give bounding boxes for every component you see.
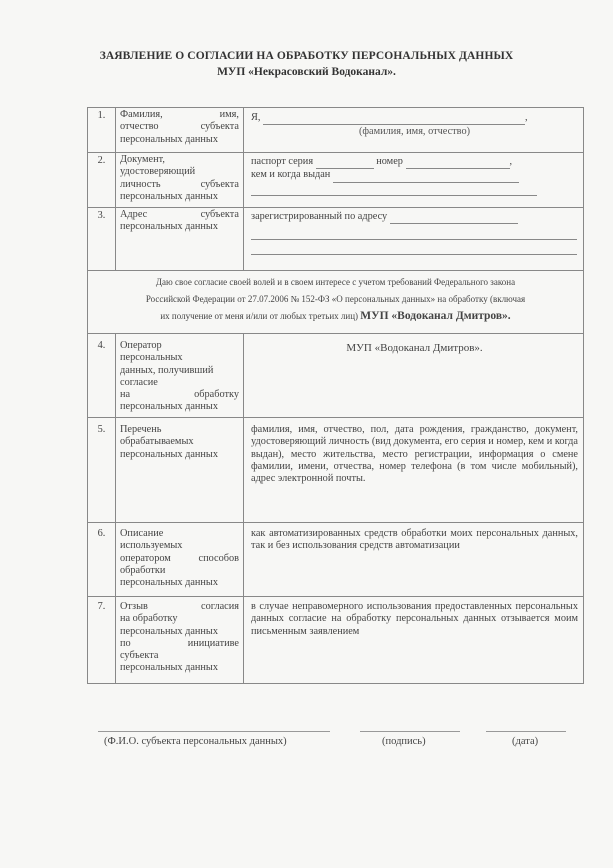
row-label: Описание используемых оператором способов обработки персональных данных [116, 523, 244, 597]
passport-number-field[interactable] [406, 156, 510, 169]
row-value: паспорт серия номер , кем и когда выдан [244, 153, 584, 208]
full-name-hint: (фамилия, имя, отчество) [358, 126, 471, 138]
processed-data-list: фамилия, имя, отчество, пол, дата рождения, гражданство, документ, удостоверяющий личность (вид документа, его серия и номер, кем и когда выдан), место жительства, место регистрации, информация о смене фамилии, имени, отчества, номер телефона (в том числе мобильный), адрес электронной почты. [244, 418, 584, 523]
row-number: 2. [88, 153, 116, 208]
row-number: 4. [88, 334, 116, 418]
table-row [88, 108, 584, 153]
table-row [88, 334, 584, 418]
row-number: 6. [88, 523, 116, 597]
row-label: Отзыв согласия на обработку персональных данных по инициативе субъекта персональных данных [116, 597, 244, 684]
date-caption: (дата) [512, 736, 539, 747]
address-field-line3[interactable] [251, 242, 577, 255]
row-number: 1. [88, 108, 116, 153]
date-line[interactable] [486, 731, 566, 732]
row-label: Фамилия, имя, отчество субъекта персональных данных [116, 108, 244, 153]
consent-form-table [87, 107, 584, 684]
full-name-field[interactable] [263, 112, 525, 125]
row-value: Я, , (фамилия, имя, отчество) [244, 108, 584, 153]
row-label: Оператор персональных данных, получивший согласие на обработку персональных данных [116, 334, 244, 418]
row-number: 5. [88, 418, 116, 523]
row-value [244, 334, 584, 418]
row-label: Перечень обрабатываемых персональных данных [116, 418, 244, 523]
passport-series-field[interactable] [316, 156, 374, 169]
issued-by-field-line2[interactable] [251, 183, 537, 196]
consent-text: Даю свое согласие своей волей и в своем интересе с учетом требований Федерального закона Российской Федерации от 27.07.2006 № 152-ФЗ «О персональных данных» на обработку (включая их получение от меня и/или от любых третьих лиц) МУП «Водоканал Дмитров». [88, 271, 584, 334]
document-subtitle: МУП «Некрасовский Водоканал». [217, 66, 396, 78]
subject-name-caption: (Ф.И.О. субъекта персональных данных) [104, 736, 287, 747]
row-number: 3. [88, 208, 116, 271]
signature-line[interactable] [360, 731, 460, 732]
operator-name: МУП «Водоканал Дмитров». [346, 342, 483, 354]
row-value: зарегистрированный по адресу [244, 208, 584, 271]
signature-caption: (подпись) [382, 736, 426, 747]
table-row [88, 418, 584, 523]
document-title: ЗАЯВЛЕНИЕ О СОГЛАСИИ НА ОБРАБОТКУ ПЕРСОНАЛЬНЫХ ДАННЫХ [99, 50, 514, 62]
processing-methods: как автоматизированных средств обработки моих персональных данных, так и без использования средств автоматизации [244, 523, 584, 597]
table-row [88, 208, 584, 271]
issued-by-field[interactable] [333, 169, 519, 182]
table-row [88, 597, 584, 684]
subject-name-line[interactable] [98, 731, 330, 732]
row-label: Адрес субъекта персональных данных [116, 208, 244, 271]
address-field[interactable] [390, 211, 518, 224]
row-number: 7. [88, 597, 116, 684]
table-row [88, 153, 584, 208]
address-field-line2[interactable] [251, 226, 577, 239]
consent-row [88, 271, 584, 334]
table-row [88, 523, 584, 597]
consent-revocation: в случае неправомерного использования предоставленных персональных данных согласие на обработку персональных данных отзывается моим письменным заявлением [244, 597, 584, 684]
row-label: Документ, удостоверяющий личность субъекта персональных данных [116, 153, 244, 208]
